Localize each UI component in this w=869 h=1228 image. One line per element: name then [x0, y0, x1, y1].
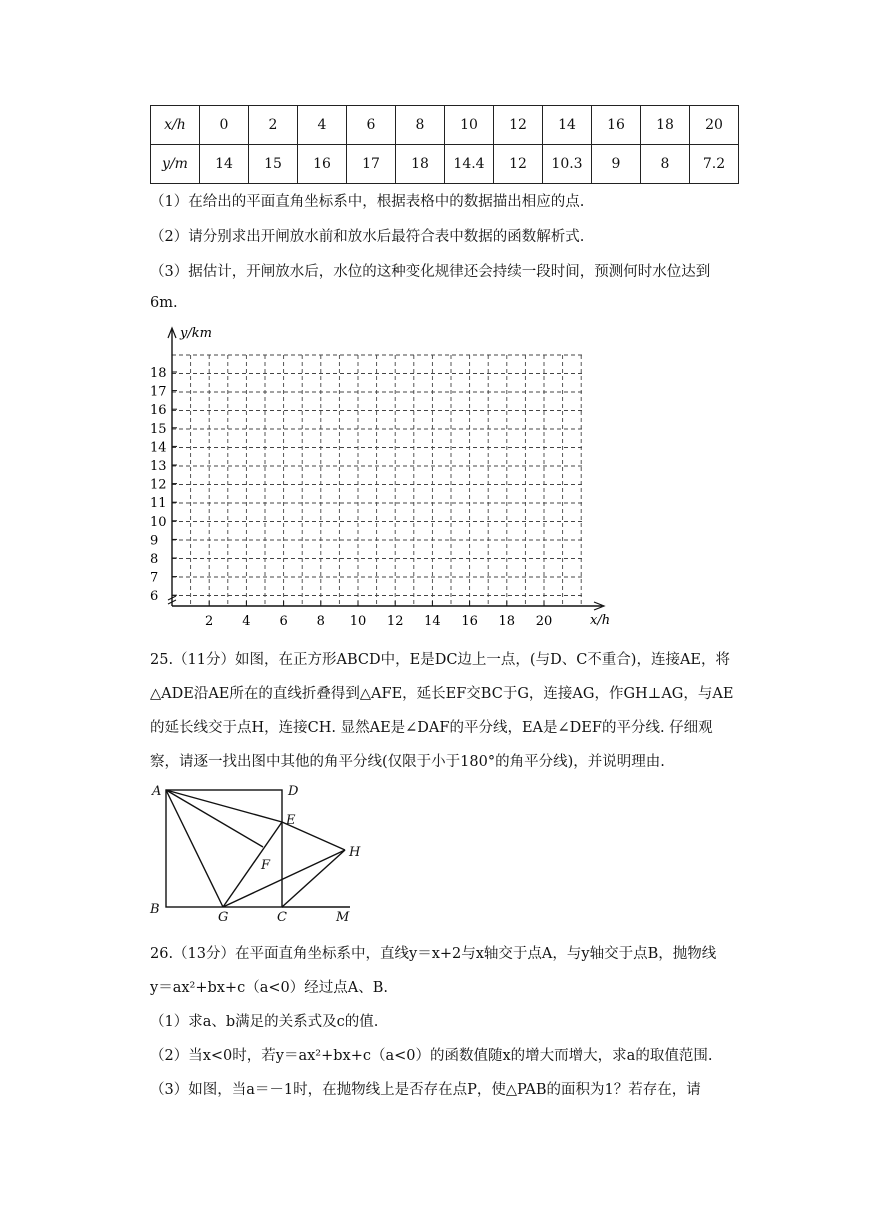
grid-lines [172, 355, 582, 606]
table-cell: 4 [298, 106, 347, 145]
label-m: M [336, 910, 350, 925]
q25-line3: 的延长线交于点H，连接CH. 显然AE是∠DAF的平分线，EA是∠DEF的平分线. 仔细观 [150, 720, 713, 736]
q25-line1: 25.（11分）如图，在正方形ABCD中，E是DC边上一点，(与D、C不重合)，连接AE，将 [150, 652, 731, 668]
table-cell: 15 [249, 145, 298, 184]
x-tick-label: 20 [535, 614, 553, 629]
table-cell: 20 [690, 106, 739, 145]
y-tick-label: 16 [150, 403, 167, 419]
table-cell: 14 [200, 145, 249, 184]
table-cell: 12 [494, 145, 543, 184]
y-tick-label: 13 [150, 459, 167, 474]
grid-axes [168, 328, 604, 610]
y-tick-label: 7 [150, 570, 159, 586]
q26-line1: 26.（13分）在平面直角坐标系中，直线y＝x+2与x轴交于点A，与y轴交于点B，抛物线 [150, 946, 717, 962]
x-tick-label: 2 [205, 614, 214, 629]
table-cell: 18 [396, 145, 445, 184]
label-a: A [152, 784, 162, 799]
table-header-x: x/h [151, 106, 200, 145]
y-tick-label: 17 [150, 384, 167, 400]
y-axis-label: y/km [180, 326, 212, 341]
q24-part2: （2）请分别求出开闸放水前和放水后最符合表中数据的函数解析式. [150, 229, 585, 245]
table-cell: 9 [592, 145, 641, 184]
label-d: D [288, 784, 299, 799]
x-tick-label: 10 [349, 614, 367, 629]
x-tick-labels [205, 601, 552, 629]
line-ae [166, 790, 282, 822]
x-tick-label: 18 [498, 614, 516, 629]
y-tick-label: 11 [150, 496, 167, 512]
y-tick-label: 12 [150, 477, 167, 493]
table-cell: 8 [641, 145, 690, 184]
label-f: F [261, 858, 271, 873]
square-abcd [166, 790, 282, 907]
table-cell: 18 [641, 106, 690, 145]
q26-line2: y＝ax²+bx+c（a<0）经过点A、B. [150, 980, 388, 996]
label-h: H [349, 845, 361, 860]
y-tick-label: 18 [150, 366, 167, 381]
x-axis-label: x/h [590, 613, 611, 628]
x-tick-label: 16 [461, 614, 478, 629]
y-tick-label: 14 [150, 440, 167, 456]
table-cell: 10.3 [543, 145, 592, 184]
q24-part3-cont: 6m. [150, 295, 178, 311]
label-c: C [277, 910, 287, 925]
q24-part1: （1）在给出的平面直角坐标系中，根据表格中的数据描出相应的点. [150, 194, 585, 210]
table-cell: 0 [200, 106, 249, 145]
line-ge [223, 822, 282, 907]
x-tick-label: 8 [316, 614, 325, 629]
table-cell: 2 [249, 106, 298, 145]
table-header-y: y/m [151, 145, 200, 184]
q25-line4: 察，请逐一找出图中其他的角平分线(仅限于小于180°的角平分线)，并说明理由. [150, 754, 665, 770]
x-tick-label: 14 [424, 614, 441, 629]
table-cell: 14.4 [445, 145, 494, 184]
y-tick-label: 10 [150, 514, 167, 530]
x-tick-label: 4 [242, 614, 251, 629]
q24-part3: （3）据估计，开闸放水后，水位的这种变化规律还会持续一段时间，预测何时水位达到 [150, 264, 711, 280]
q26-part1: （1）求a、b满足的关系式及c的值. [150, 1014, 379, 1030]
y-tick-labels [150, 366, 177, 604]
table-cell: 16 [592, 106, 641, 145]
table-cell: 10 [445, 106, 494, 145]
label-b: B [150, 902, 160, 917]
label-e: E [286, 813, 296, 828]
table-cell: 7.2 [690, 145, 739, 184]
line-ch [282, 850, 345, 907]
table-cell: 12 [494, 106, 543, 145]
table-cell: 17 [347, 145, 396, 184]
table-cell: 6 [347, 106, 396, 145]
geometry-figure [140, 775, 370, 925]
table-cell: 16 [298, 145, 347, 184]
q26-part3: （3）如图，当a＝－1时，在抛物线上是否存在点P，使△PAB的面积为1？若存在，请 [150, 1082, 701, 1098]
y-tick-label: 6 [150, 589, 159, 605]
table-cell: 14 [543, 106, 592, 145]
y-tick-label: 15 [150, 421, 167, 437]
table-cell: 8 [396, 106, 445, 145]
label-g: G [218, 910, 229, 925]
q26-part2: （2）当x<0时，若y＝ax²+bx+c（a<0）的函数值随x的增大而增大，求a的取值范围. [150, 1048, 713, 1064]
y-tick-label: 8 [150, 552, 159, 567]
y-tick-label: 9 [150, 533, 159, 549]
q25-line2: △ADE沿AE所在的直线折叠得到△AFE，延长EF交BC于G，连接AG，作GH⊥AG，与AE [150, 686, 734, 702]
x-tick-label: 12 [386, 614, 404, 629]
line-gh [223, 850, 345, 907]
x-tick-label: 6 [279, 614, 288, 629]
